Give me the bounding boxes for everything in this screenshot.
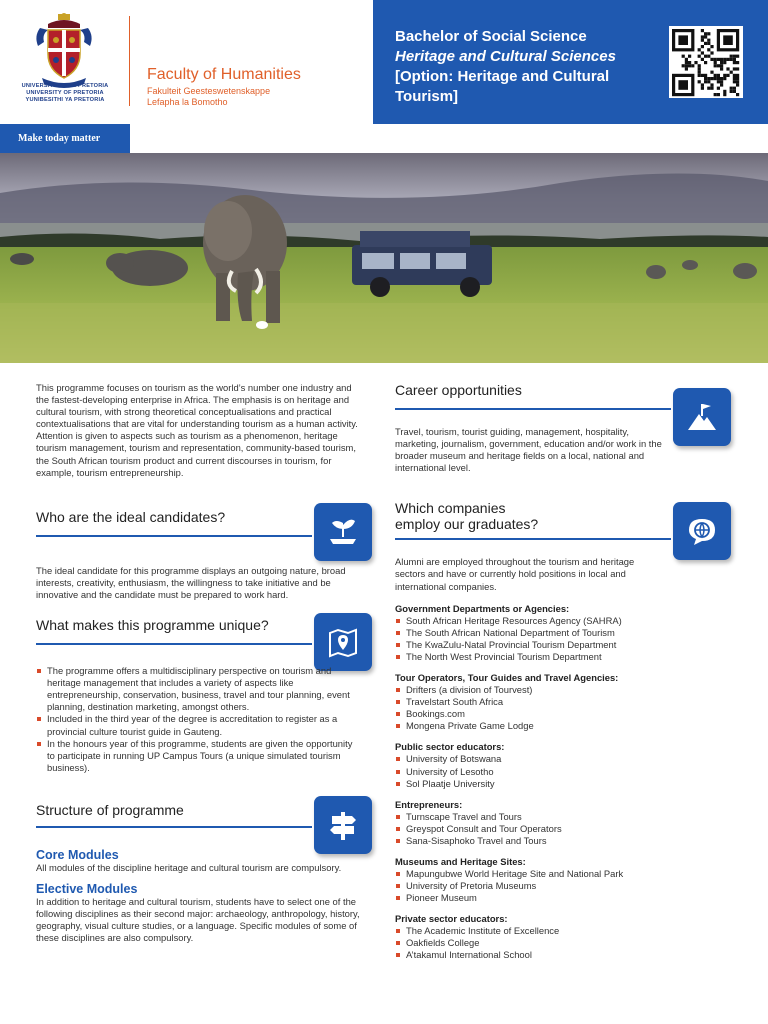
- employer-list-item: Mongena Private Game Lodge: [395, 720, 735, 732]
- faculty-name: Faculty of Humanities: [147, 66, 301, 83]
- employer-list-item: University of Lesotho: [395, 766, 735, 778]
- employer-group-heading: Museums and Heritage Sites:: [395, 855, 526, 867]
- career-rule: [395, 408, 671, 410]
- employer-group-heading: Entrepreneurs:: [395, 798, 463, 810]
- candidates-title: Who are the ideal candidates?: [36, 508, 226, 525]
- employer-list-item: University of Pretoria Museums: [395, 880, 735, 892]
- employer-group: [395, 672, 735, 732]
- unique-list-item: In the honours year of this programme, students are given the opportunity to participate in running UP Campus Tours (a unique simulated tourism business).: [36, 738, 362, 774]
- university-name: UNIVERSITEIT VAN PRETORIA UNIVERSITY OF PRETORIA YUNIBESITHI YA PRETORIA: [21, 83, 109, 103]
- unique-title: What makes this programme unique?: [36, 617, 269, 634]
- employer-list-item: The Academic Institute of Excellence: [395, 925, 735, 937]
- tagline-badge: Make today matter: [0, 124, 130, 153]
- faculty-name-translations: Fakulteit Geesteswetenskappe Lefapha la Bomotho: [147, 86, 271, 107]
- employer-list-item: The North West Provincial Tourism Department: [395, 651, 735, 663]
- employer-group: [395, 603, 735, 663]
- structure-title: Structure of programme: [36, 801, 184, 818]
- elective-modules-text: In addition to heritage and cultural tourism, students have to select one of the following disciplines as their second major: archaeology, anthropology, history, geography, visual culture studies, or a language. Specific modules of some of these disciplines are also compulsory.: [36, 895, 360, 944]
- employer-group-heading: Public sector educators:: [395, 741, 505, 753]
- employer-group: [395, 799, 735, 847]
- employer-groups: [395, 603, 735, 962]
- employer-list-item: A’takamul International School: [395, 949, 735, 961]
- employer-group: [395, 741, 735, 789]
- career-title: Career opportunities: [395, 382, 522, 398]
- employer-list-item: Greyspot Consult and Tour Operators: [395, 823, 735, 835]
- degree-panel: [373, 0, 768, 124]
- employer-group-heading: Tour Operators, Tour Guides and Travel Agencies:: [395, 672, 619, 684]
- companies-title: Which companies employ our graduates?: [395, 500, 539, 533]
- hero-photo-elephant-safari: [0, 153, 768, 363]
- core-modules-title: Core Modules: [36, 847, 119, 862]
- candidates-text: The ideal candidate for this programme displays an outgoing nature, broad interests, creativity, enthusiasm, the willingness to take initiative and be innovative and the candidate must be prepared to work hard.: [36, 564, 346, 600]
- map-pin-icon: [314, 613, 372, 671]
- employer-list-item: South African Heritage Resources Agency (SAHRA): [395, 615, 735, 627]
- elective-modules-title: Elective Modules: [36, 881, 138, 896]
- candidates-rule: [36, 535, 312, 537]
- employer-list: [395, 615, 735, 663]
- employer-list-item: Drifters (a division of Tourvest): [395, 684, 735, 696]
- employer-list-item: The South African National Department of Tourism: [395, 627, 735, 639]
- header-divider: [129, 16, 130, 106]
- qr-code-icon[interactable]: [669, 26, 743, 98]
- right-column: [395, 382, 735, 971]
- unique-list: [36, 665, 362, 774]
- seedling-hand-icon: [314, 503, 372, 561]
- programme-intro: This programme focuses on tourism as the world’s number one industry and the fastest-developing enterprise in Africa. The emphasis is on heritage and cultural tourism, with strong theoretical conceptualisations and practical contextualisations that are vital for understanding tourism as a human activity. Attention is given to aspects such as tourism as a phenomenon, heritage tourism management, tourism and representation, community-based tourism, the South African tourism product and current discourses in tourism, for example, tourism entrepreneurship.: [36, 382, 358, 478]
- employer-list: [395, 925, 735, 961]
- employer-group-heading: Government Departments or Agencies:: [395, 602, 570, 614]
- employer-group-heading: Private sector educators:: [395, 913, 508, 925]
- core-modules-text: All modules of the discipline heritage and cultural tourism are compulsory.: [36, 861, 342, 873]
- employer-list: [395, 811, 735, 847]
- employer-list-item: Turnscape Travel and Tours: [395, 811, 735, 823]
- employer-list-item: University of Botswana: [395, 753, 735, 765]
- employer-list-item: Pioneer Museum: [395, 892, 735, 904]
- employer-list-item: Sol Plaatje University: [395, 778, 735, 790]
- unique-heading-block: [36, 617, 362, 671]
- employer-list-item: Mapungubwe World Heritage Site and National Park: [395, 868, 735, 880]
- globe-chat-icon: [673, 502, 731, 560]
- header: [0, 0, 768, 124]
- employer-group: [395, 856, 735, 904]
- employer-list-item: Bookings.com: [395, 708, 735, 720]
- employer-list-item: Sana-Sisaphoko Travel and Tours: [395, 835, 735, 847]
- companies-heading-block: [395, 500, 735, 556]
- employer-list: [395, 753, 735, 789]
- structure-rule: [36, 826, 312, 828]
- structure-heading-block: [36, 796, 362, 854]
- employer-list-item: The KwaZulu-Natal Provincial Tourism Department: [395, 639, 735, 651]
- degree-title: Bachelor of Social Science Heritage and Cultural Sciences [Option: Heritage and Cultural Tourism]: [395, 28, 616, 105]
- employer-list: [395, 868, 735, 904]
- companies-intro: Alumni are employed throughout the tourism and heritage sectors and have or currently hold positions in local and international companies.: [395, 556, 635, 592]
- signpost-icon: [314, 796, 372, 854]
- mountain-flag-icon: [673, 388, 731, 446]
- employer-group: [395, 913, 735, 961]
- unique-list-item: The programme offers a multidisciplinary perspective on tourism and heritage management that includes a variety of aspects like entrepreneurship, conservation, business, travel and tour planning, event planning, destination marketing, amongst others.: [36, 665, 362, 713]
- employer-list: [395, 684, 735, 732]
- employer-list-item: Travelstart South Africa: [395, 696, 735, 708]
- unique-list-item: Included in the third year of the degree is accreditation to register as a provincial culture tourist guide in Gauteng.: [36, 713, 362, 737]
- career-heading-block: [395, 382, 735, 416]
- companies-rule: [395, 538, 671, 540]
- career-text: Travel, tourism, tourist guiding, management, hospitality, marketing, journalism, government, education and/or work in the broader museum and heritage fields on a local, national and international level.: [395, 426, 662, 474]
- employer-list-item: Oakfields College: [395, 937, 735, 949]
- unique-rule: [36, 643, 312, 645]
- candidates-heading-block: [36, 503, 362, 555]
- left-column: [36, 382, 362, 944]
